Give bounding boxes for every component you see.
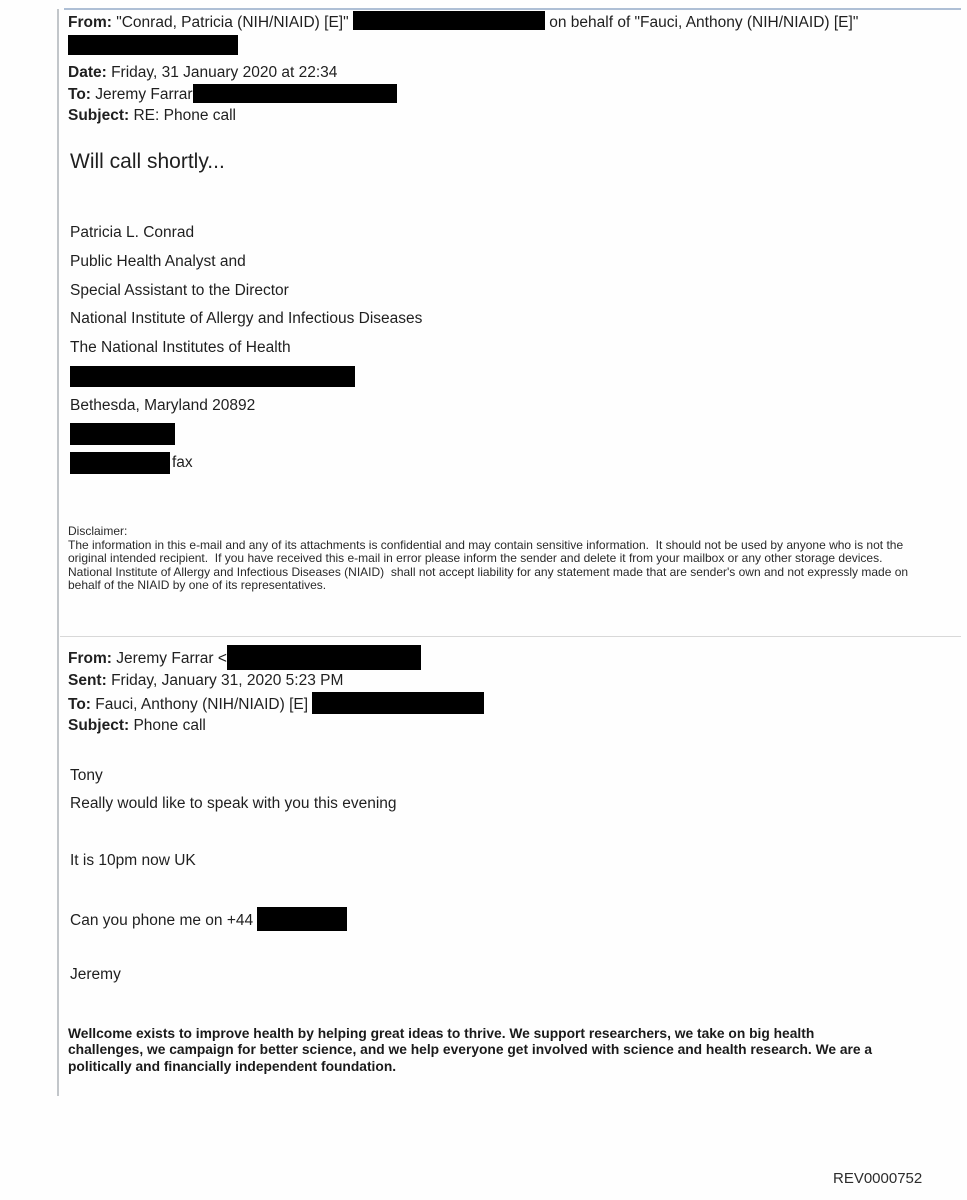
disclaimer-block (68, 525, 913, 593)
disclaimer-title: Disclaimer: (68, 524, 128, 538)
email2-phone-line (70, 907, 397, 931)
email2-greeting: Tony (70, 767, 103, 784)
signature-city-line: Bethesda, Maryland 20892 (70, 396, 256, 414)
to-value: Jeremy Farrar (95, 85, 193, 103)
signature-line: National Institute of Allergy and Infectious Diseases (70, 310, 423, 328)
email1-signature-block (70, 219, 422, 478)
from-sender: "Conrad, Patricia (NIH/NIAID) [E]" (116, 14, 349, 31)
top-rule (64, 8, 961, 10)
redaction-box (257, 907, 347, 931)
fax-label: fax (172, 454, 193, 472)
email1-subject-line (68, 105, 858, 127)
signature-line: Patricia L. Conrad (70, 224, 195, 241)
email2-to-line (68, 692, 484, 716)
signature-fax-line (70, 449, 422, 478)
email2-body (70, 765, 397, 985)
email1-body-intro: Will call shortly... (70, 150, 225, 173)
redaction-box (70, 366, 355, 387)
wellcome-footer-statement: Wellcome exists to improve health by helping great ideas to thrive. We support researchers, we take on big health challenges, we campaign for better science, and we help everyone get involved with science and health research. We are a politically and financially independent foundation. (68, 1026, 873, 1074)
signature-address-redacted (70, 363, 422, 392)
redaction-box (68, 35, 238, 55)
redaction-box (193, 84, 397, 103)
subject-label: Subject: (68, 107, 130, 124)
email1-date-line (68, 62, 858, 84)
redaction-box (70, 452, 170, 474)
subject-label: Subject: (68, 717, 130, 734)
email2-from-line (68, 645, 484, 670)
email2-header (68, 645, 484, 737)
phone-line-prefix: Can you phone me on +44 (70, 912, 254, 929)
to-label: To: (68, 85, 91, 103)
email2-body-line: Really would like to speak with you this evening (70, 795, 397, 812)
sent-label: Sent: (68, 672, 107, 689)
subject-value: RE: Phone call (133, 107, 236, 124)
date-value: Friday, 31 January 2020 at 22:34 (111, 64, 338, 81)
from-on-behalf: on behalf of "Fauci, Anthony (NIH/NIAID) [E]" (549, 14, 859, 31)
date-label: Date: (68, 64, 107, 81)
to-value: Fauci, Anthony (NIH/NIAID) [E] (95, 695, 309, 713)
subject-value: Phone call (133, 717, 206, 734)
email1-from-line-2 (68, 34, 858, 63)
from-label: From: (68, 14, 112, 31)
email2-body-line: It is 10pm now UK (70, 852, 196, 869)
email1-from-line (68, 11, 858, 34)
email2-subject-line (68, 715, 484, 737)
from-label: From: (68, 650, 112, 667)
redaction-box (227, 645, 421, 670)
email1-header (68, 11, 858, 127)
signature-line: Special Assistant to the Director (70, 281, 289, 299)
to-label: To: (68, 695, 91, 713)
sent-value: Friday, January 31, 2020 5:23 PM (111, 672, 344, 689)
email2-sent-line (68, 670, 484, 692)
email1-to-line (68, 84, 858, 106)
signature-phone-redacted (70, 421, 422, 450)
email-divider-rule (60, 636, 961, 637)
from-value: Jeremy Farrar < (116, 650, 227, 667)
redaction-box (353, 11, 545, 30)
signature-line: The National Institutes of Health (70, 339, 291, 357)
document-reference-number: REV0000752 (833, 1170, 923, 1187)
email2-signoff: Jeremy (70, 966, 121, 983)
redaction-box (312, 692, 484, 714)
redaction-box (70, 423, 175, 445)
signature-line: Public Health Analyst and (70, 252, 246, 270)
quote-vertical-bar (57, 9, 59, 1096)
disclaimer-body: The information in this e-mail and any of its attachments is confidential and may contain sensitive information. It should not be used by anyone who is not the original intended recipient. If you have received this e-mail in error please inform the sender and delete it from your mailbox or any other storage devices. National Institute of Allergy and Infectious Diseases (NIAID) shall not accept liability for any statement made that are sender's own and not expressly made on behalf of the NIAID by one of its representatives. (68, 537, 912, 593)
